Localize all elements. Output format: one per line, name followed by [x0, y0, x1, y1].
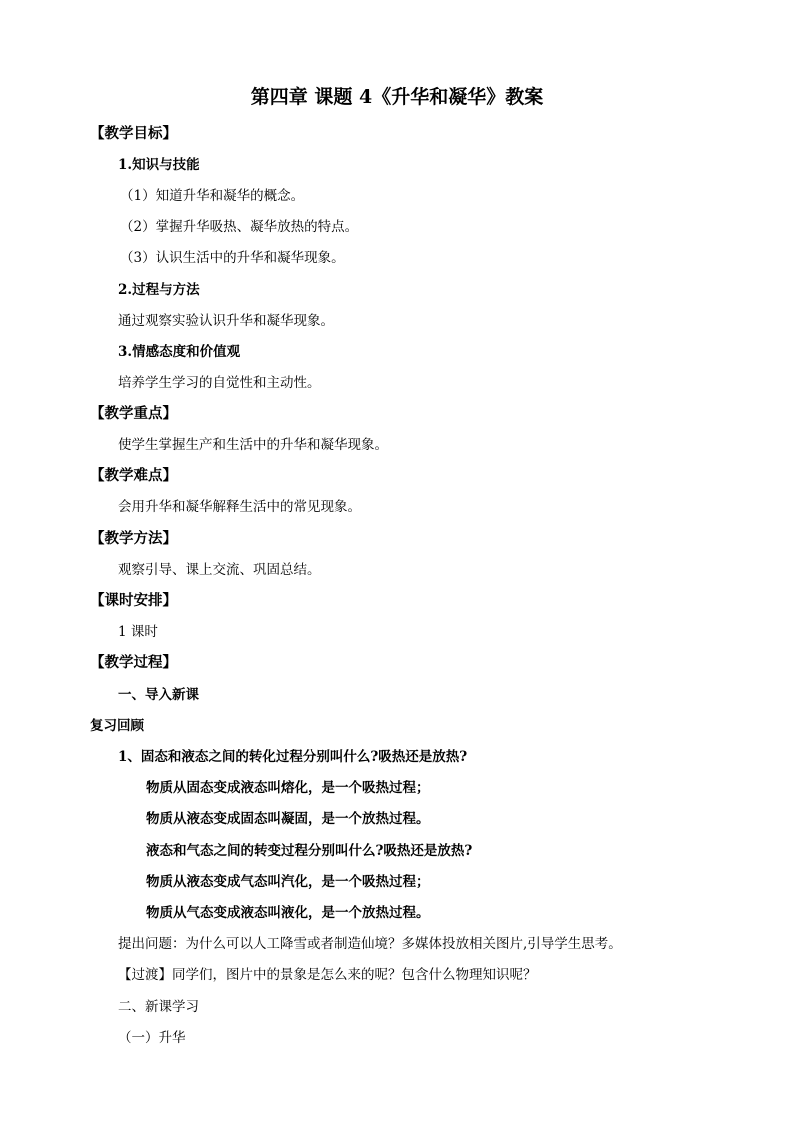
- method-text: 观察引导、课上交流、巩固总结。: [118, 562, 321, 578]
- review-answer: 物质从气态变成液态叫液化，是一个放热过程。: [146, 905, 430, 921]
- knowledge-item: （3）认识生活中的升华和凝华现象。: [120, 250, 345, 266]
- method-heading: 【教学方法】: [90, 530, 177, 547]
- review-answer: 物质从液态变成气态叫汽化，是一个吸热过程；: [146, 874, 430, 890]
- knowledge-item: （2）掌握升华吸热、凝华放热的特点。: [120, 219, 359, 235]
- question-text: 提出问题：为什么可以人工降雪或者制造仙境？多媒体投放相关图片,引导学生思考。: [118, 936, 622, 952]
- schedule-text: 1 课时: [118, 624, 158, 640]
- process-heading: 2.过程与方法: [118, 282, 200, 298]
- review-answer: 物质从液态变成固态叫凝固，是一个放热过程。: [146, 811, 430, 827]
- process-text: 通过观察实验认识升华和凝华现象。: [118, 313, 334, 329]
- process-main-heading: 【教学过程】: [90, 654, 177, 671]
- key-text: 使学生掌握生产和生活中的升华和凝华现象。: [118, 437, 388, 453]
- objectives-heading: 【教学目标】: [90, 125, 177, 142]
- difficulty-text: 会用升华和凝华解释生活中的常见现象。: [118, 499, 361, 515]
- review-answer: 液态和气态之间的转变过程分别叫什么?吸热还是放热?: [146, 843, 473, 859]
- schedule-heading: 【课时安排】: [90, 592, 177, 609]
- transition-text: 【过渡】同学们，图片中的景象是怎么来的呢？包含什么物理知识呢？: [118, 967, 537, 983]
- emotion-text: 培养学生学习的自觉性和主动性。: [118, 375, 321, 391]
- difficulty-heading: 【教学难点】: [90, 467, 177, 484]
- review-answer: 物质从固态变成液态叫熔化，是一个吸热过程；: [146, 780, 430, 796]
- knowledge-item: （1）知道升华和凝华的概念。: [120, 188, 305, 204]
- intro-heading: 一、导入新课: [118, 687, 199, 703]
- knowledge-heading: 1.知识与技能: [118, 157, 200, 173]
- key-heading: 【教学重点】: [90, 405, 177, 422]
- review-heading: 复习回顾: [90, 718, 144, 734]
- emotion-heading: 3.情感态度和价值观: [118, 344, 241, 360]
- document-title: 第四章 课题 4《升华和凝华》教案: [250, 86, 544, 108]
- review-question: 1、固态和液态之间的转化过程分别叫什么?吸热还是放热?: [118, 749, 468, 765]
- new-lesson-heading: 二、新课学习: [118, 999, 199, 1015]
- sublimation-heading: （一）升华: [118, 1030, 186, 1046]
